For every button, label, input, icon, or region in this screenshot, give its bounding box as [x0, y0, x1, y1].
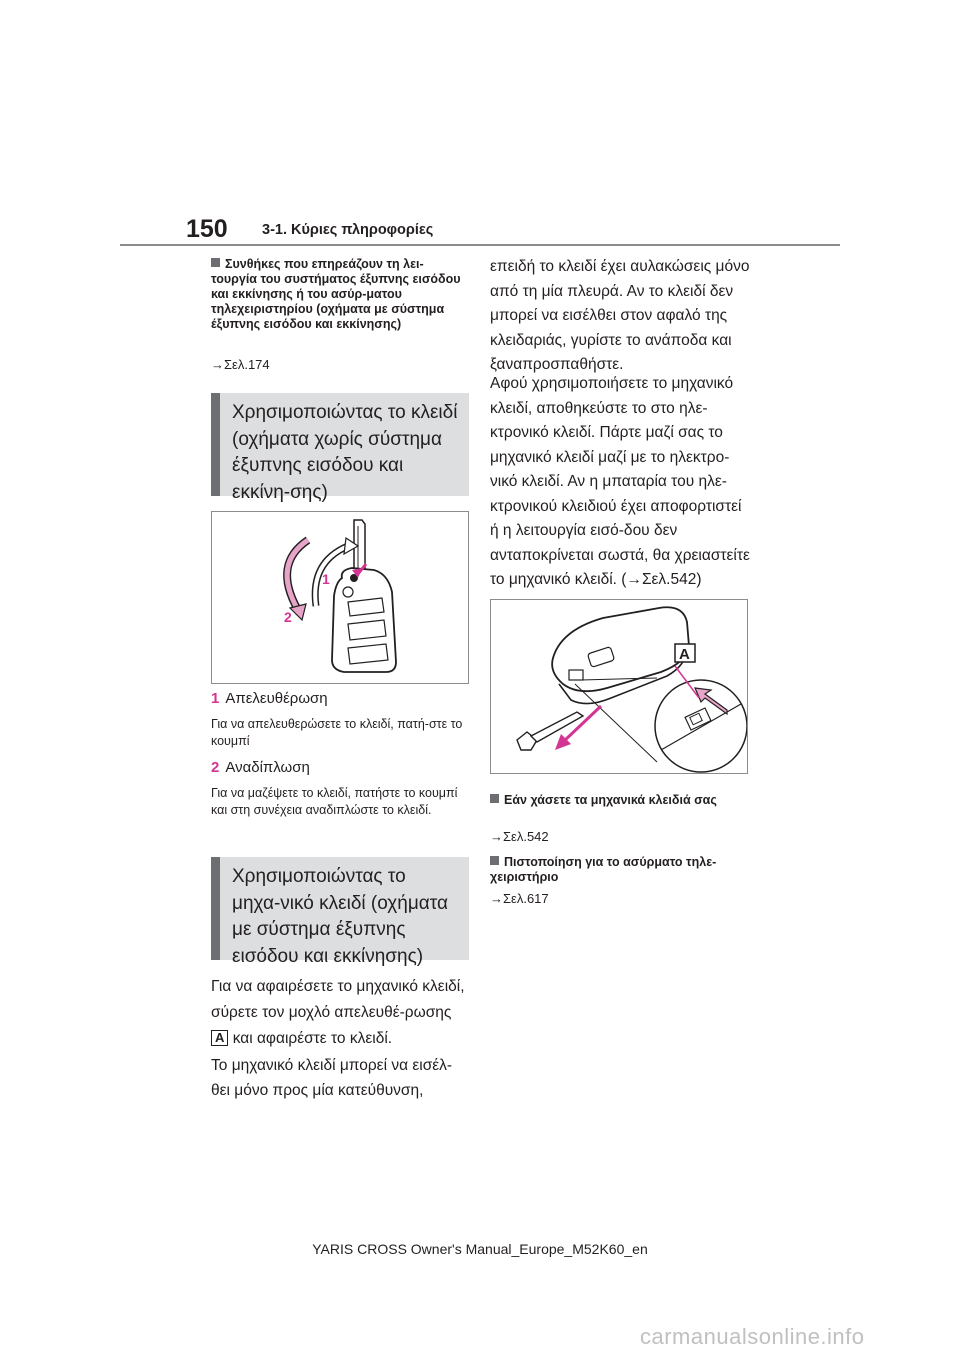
paragraph-one-direction: Το μηχανικό κλειδί μπορεί να εισέλ-θει μόνο προς μία κατεύθυνση, — [211, 1057, 453, 1099]
header-divider — [120, 244, 840, 246]
heading-conditions: Συνθήκες που επηρεάζουν τη λει-τουργία του συστήματος έξυπνης εισόδου και εκκίνησης ή του ασύρ-ματου τηλεχειριστηρίου (οχήματα με σύστημα έξυπνης εισόδου και εκκίνησης) — [211, 257, 461, 331]
page-ref-174: →Σελ.174 — [211, 357, 270, 372]
page-ref-542: →Σελ.542 — [490, 829, 549, 844]
electronic-key-illustration — [491, 600, 747, 773]
bullet-square-icon — [490, 856, 499, 865]
paragraph-after-use: Αφού χρησιμοποιήσετε το μηχανικό κλειδί, αποθηκεύστε το στο ηλε-κτρονικό κλειδί. Πάρτε μαζί σας το μηχανικό κλειδί μαζί με το ηλεκτρο-νικό κλειδί. Αν η μπαταρία του ηλε-κτρονικού κλειδιού έχει αποφορτιστεί ή η λειτουργία εισό-δου δεν ανταποκρίνεται σωστά, θα χρειαστείτε το μηχανικό κλειδί. (→Σελ.542) — [490, 375, 750, 588]
bullet-square-icon — [211, 258, 220, 267]
step-2-label: 2 Αναδίπλωση — [211, 759, 310, 776]
figure-electronic-key — [490, 599, 748, 774]
folding-key-illustration — [212, 512, 468, 683]
heading-lost-keys: Εάν χάσετε τα μηχανικά κλειδιά σας — [490, 793, 750, 808]
watermark: carmanualsonline.info — [640, 1324, 865, 1349]
step-1-number: 1 — [211, 690, 220, 707]
paragraph-grooves: επειδή το κλειδί έχει αυλακώσεις μόνο από τη μία πλευρά. Αν το κλειδί δεν μπορεί να εισέλθει στον αφαλό της κλειδαριάς, γυρίστε το ανάποδα και ξαναπροσπαθήστε. — [490, 258, 750, 373]
figure-label-1: 1 — [322, 571, 330, 587]
figure-folding-key — [211, 511, 469, 684]
step-2-number: 2 — [211, 759, 220, 776]
section-box-mechanical-key: Χρησιμοποιώντας το μηχα-νικό κλειδί (οχήματα με σύστημα έξυπνης εισόδου και εκκίνησης) — [211, 857, 469, 960]
section-title: 3-1. Κύριες πληροφορίες — [262, 222, 434, 238]
section-box-key-without-smart-entry: Χρησιμοποιώντας το κλειδί (οχήματα χωρίς σύστημα έξυπνης εισόδου και εκκίνη-σης) — [211, 393, 469, 496]
footer-manual-name: YARIS CROSS Owner's Manual_Europe_M52K60_en — [312, 1241, 648, 1257]
paragraph-remove-mechanical-key: Για να αφαιρέσετε το μηχανικό κλειδί, σύρετε τον μοχλό απελευθέ-ρωσης A και αφαιρέστε το κλειδί. — [211, 978, 465, 1047]
figure-label-2: 2 — [284, 609, 292, 625]
page-ref-617: →Σελ.617 — [490, 891, 549, 906]
figure-label-a: A — [679, 646, 690, 663]
step-1-label: 1 Απελευθέρωση — [211, 690, 328, 707]
step-1-description: Για να απελευθερώσετε το κλειδί, πατή-στε το κουμπί — [211, 717, 463, 748]
marker-a: A — [211, 1030, 228, 1046]
heading-certification: Πιστοποίηση για το ασύρματο τηλε-χειριστήριο — [490, 855, 717, 884]
bullet-square-icon — [490, 794, 499, 803]
page-number: 150 — [186, 215, 228, 243]
step-2-description: Για να μαζέψετε το κλειδί, πατήστε το κουμπί και στη συνέχεια αναδιπλώστε το κλειδί. — [211, 786, 458, 817]
